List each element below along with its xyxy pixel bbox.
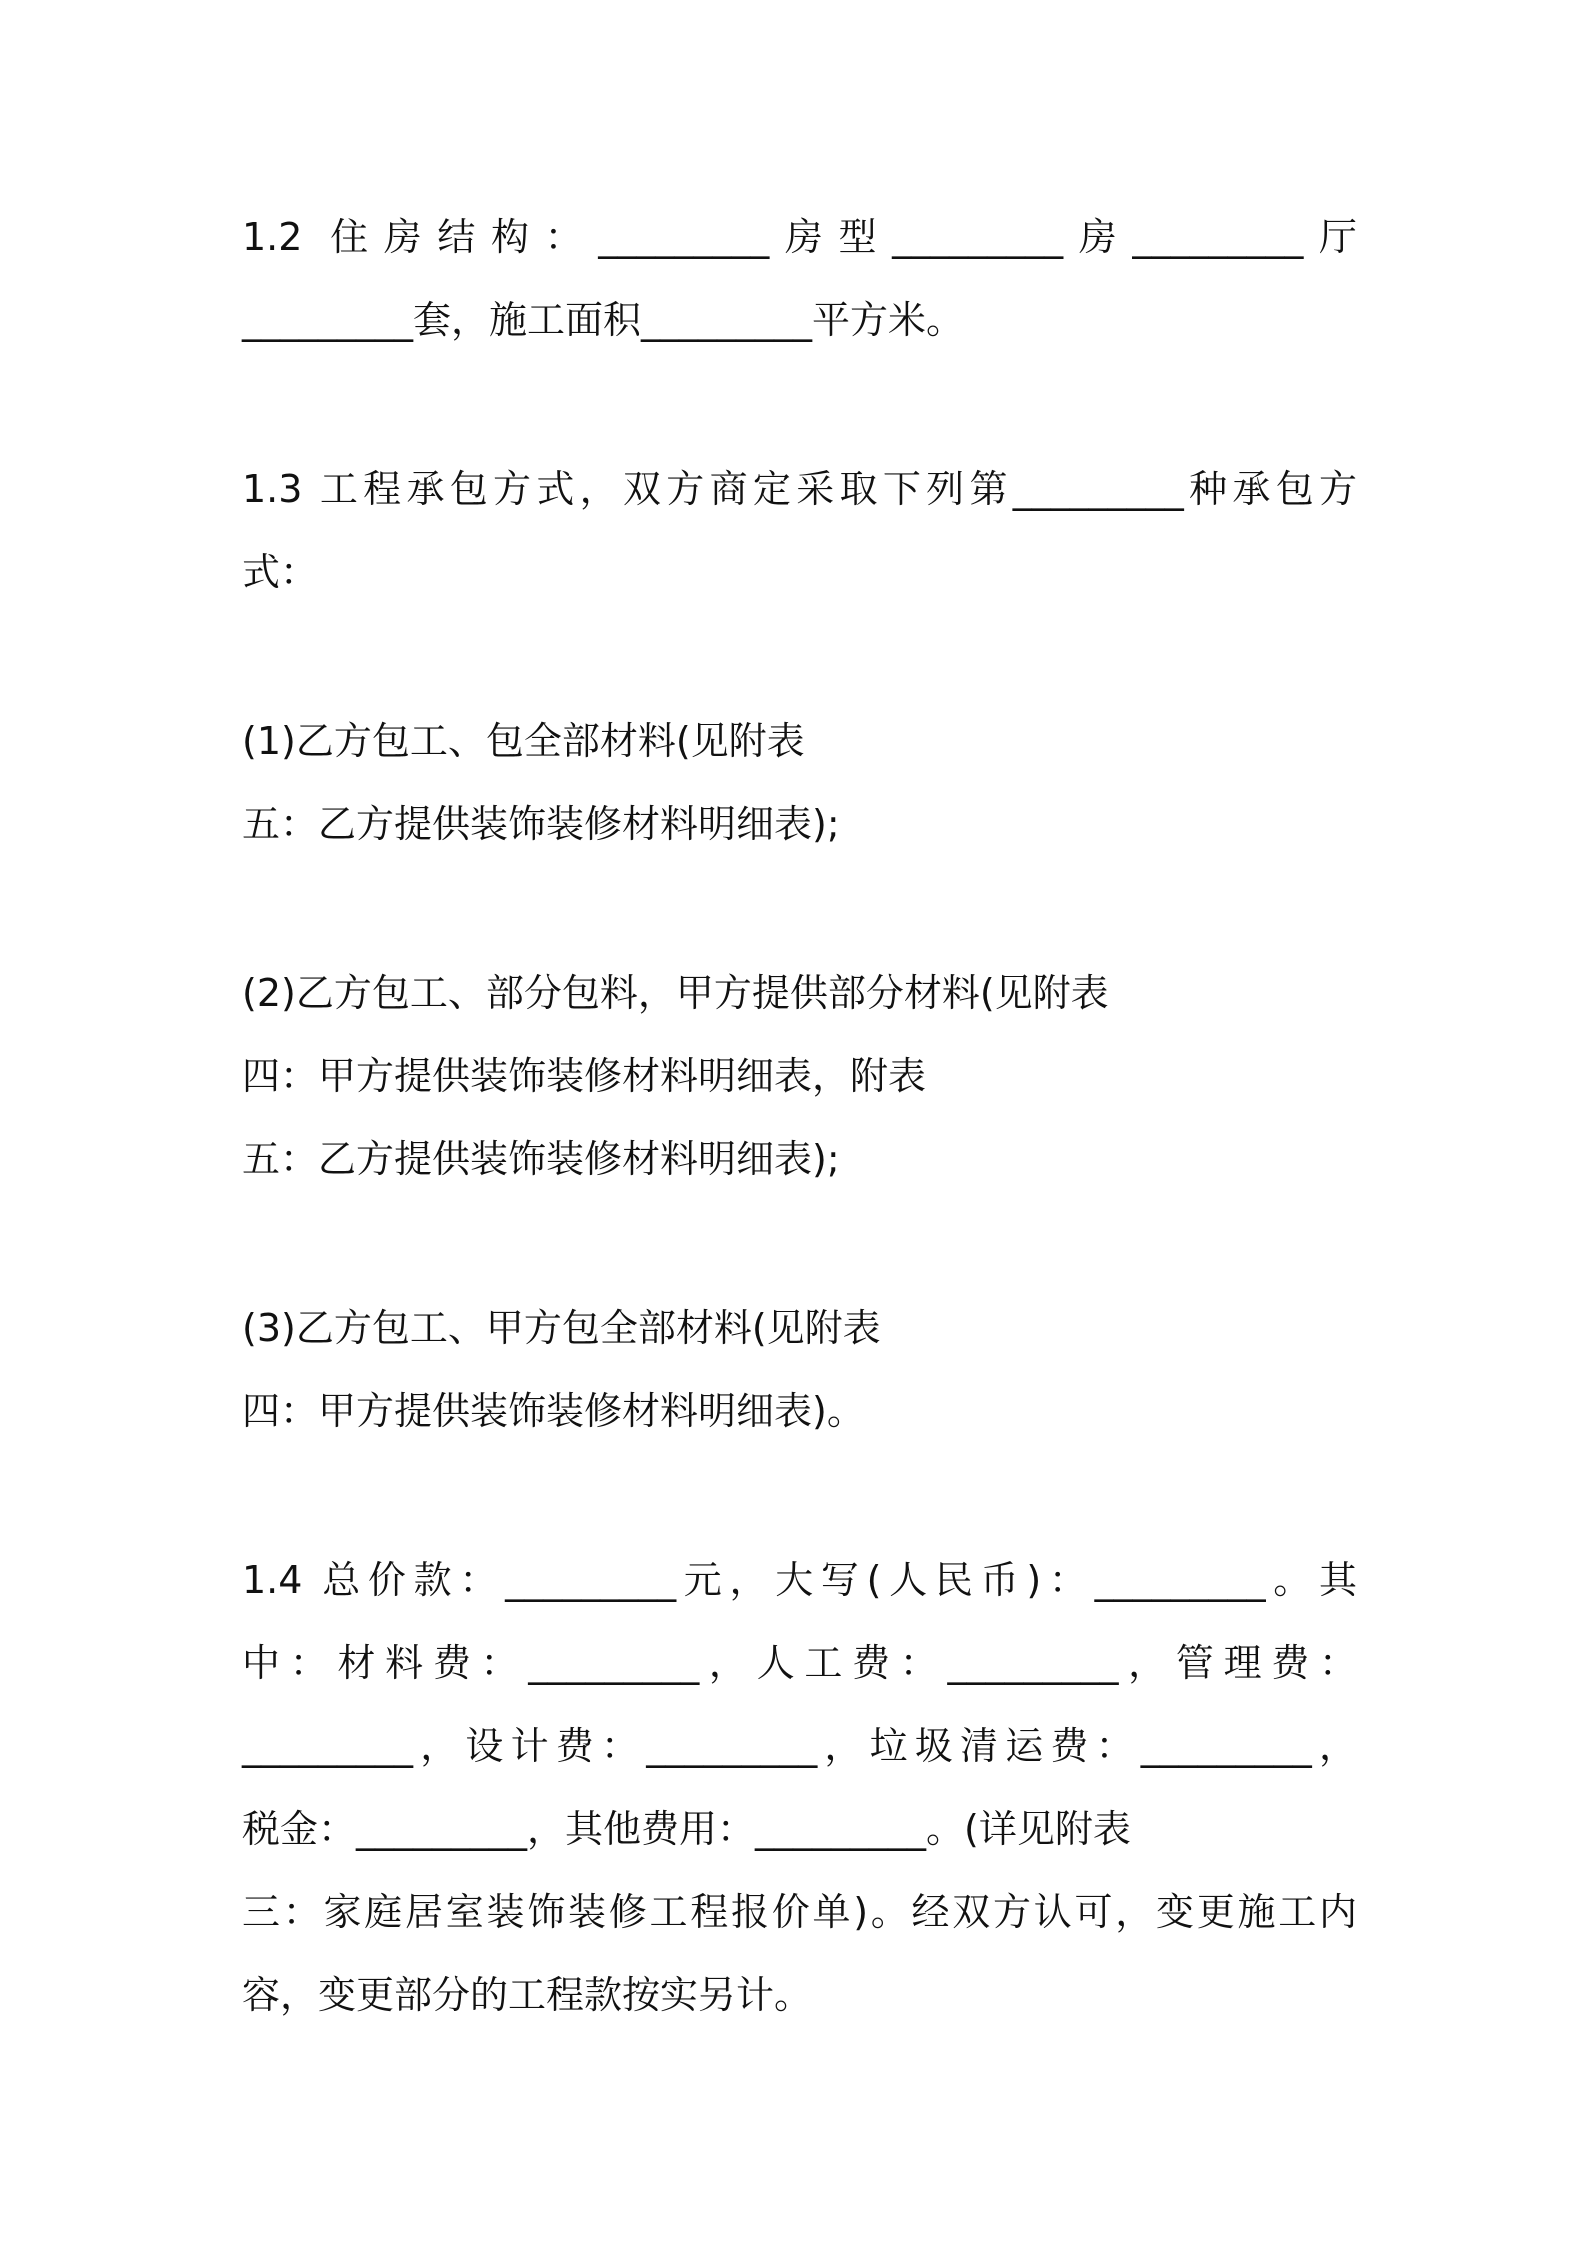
text-line: 式：	[242, 550, 319, 594]
text-line: 四：甲方提供装饰装修材料明细表)。	[242, 1389, 865, 1433]
text-line: _________套，施工面积_________平方米。	[242, 298, 965, 342]
option-2-partial-materials	[242, 952, 1357, 1201]
text-line: 三：家庭居室装饰装修工程报价单)。经双方认可，变更施工内	[242, 1890, 1357, 1934]
text-line: (2)乙方包工、部分包料，甲方提供部分材料(见附表	[242, 971, 1109, 1015]
option-1-all-materials	[242, 700, 1357, 866]
section-1-4-total-price	[242, 1539, 1357, 2037]
section-1-2-housing-structure	[242, 196, 1357, 362]
document-page	[242, 196, 1357, 2123]
text-line: 五：乙方提供装饰装修材料明细表);	[242, 1137, 840, 1181]
text-line: 中：材料费：_________，人工费：_________，管理费：	[242, 1641, 1357, 1685]
text-line: 五：乙方提供装饰装修材料明细表);	[242, 802, 840, 846]
text-line: 四：甲方提供装饰装修材料明细表，附表	[242, 1054, 927, 1098]
text-line: _________，设计费：_________，垃圾清运费：_________，	[242, 1724, 1357, 1768]
text-line: 1.2 住房结构：_________房型_________房_________厅	[242, 215, 1357, 259]
text-line: 容，变更部分的工程款按实另计。	[242, 1973, 813, 2017]
text-line: 税金：_________，其他费用：_________。(详见附表	[242, 1807, 1131, 1851]
text-line: 1.3 工程承包方式，双方商定采取下列第_________种承包方	[242, 467, 1357, 511]
text-line: (1)乙方包工、包全部材料(见附表	[242, 719, 805, 763]
text-line: 1.4 总价款：_________元，大写(人民币)：_________。其	[242, 1558, 1357, 1602]
section-1-3-contract-method	[242, 448, 1357, 614]
option-3-party-a-materials	[242, 1287, 1357, 1453]
text-line: (3)乙方包工、甲方包全部材料(见附表	[242, 1306, 881, 1350]
